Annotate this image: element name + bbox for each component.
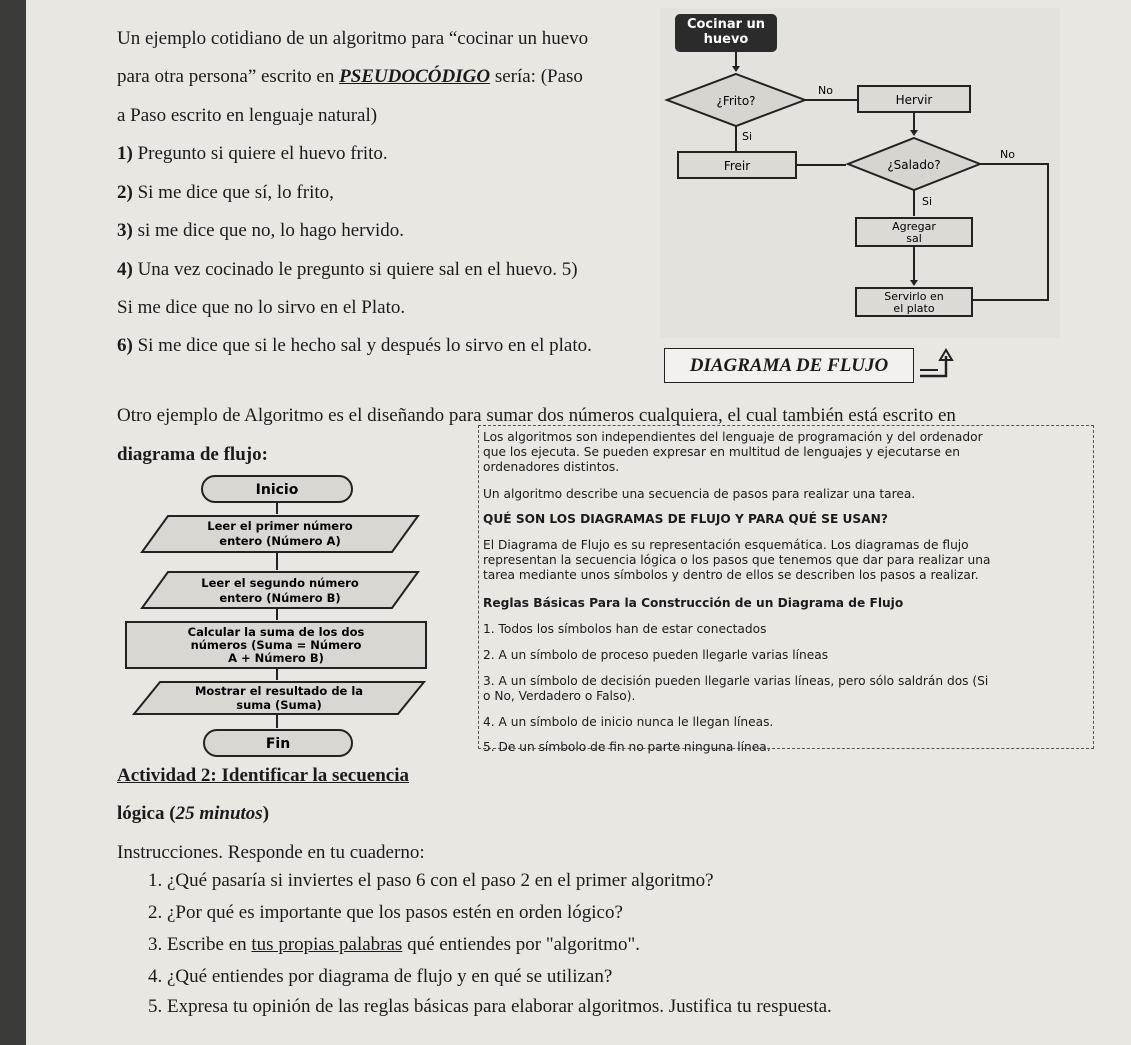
intro-line-2c: sería: (Paso (490, 66, 583, 87)
calculate-label-3: A + Número B) (228, 651, 324, 665)
sum-flowchart (118, 470, 458, 760)
read-b-label-1: Leer el segundo número (201, 576, 359, 590)
step-5: Si me dice que no lo sirvo en el Plato. (117, 297, 406, 318)
instructions: Instrucciones. Responde en tu cuaderno: (117, 842, 425, 863)
step-3: 3) si me dice que no, lo hago hervido. (117, 220, 405, 241)
box-heading-2: Reglas Básicas Para la Construcción de un Diagrama de Flujo (483, 596, 904, 610)
serve-label-1: Servirlo en (884, 290, 944, 303)
question-3 (148, 934, 640, 956)
title-line-2: huevo (703, 32, 749, 47)
step-6: 6) Si me dice que si le hecho sal y después lo sirvo en el plato. (117, 335, 592, 356)
box-p3-line-1: El Diagrama de Flujo es su representación esquemática. Los diagramas de flujo (483, 538, 969, 552)
intro-line-2 (117, 66, 583, 88)
flowchart-caption: DIAGRAMA DE FLUJO (664, 348, 914, 383)
activity-duration: 25 minutos (175, 803, 263, 824)
box-heading-1: QUÉ SON LOS DIAGRAMAS DE FLUJO Y PARA QUÉ SE USAN? (483, 512, 888, 526)
step-1: 1) Pregunto si quiere el huevo frito. (117, 143, 388, 164)
rule-1: 1. Todos los símbolos han de estar conectados (483, 622, 767, 636)
corner-arrow-icon (918, 348, 958, 382)
rule-5: 5. De un símbolo de fin no parte ninguna línea. (483, 740, 771, 754)
egg-flowchart (660, 8, 1060, 338)
step-4-text: Una vez cocinado le pregunto si quiere sal en el huevo. 5) (132, 259, 578, 280)
second-example-line-1: Otro ejemplo de Algoritmo es el diseñando para sumar dos números cualquiera, el cual también está escrito en (117, 405, 956, 426)
salted-decision-label: ¿Salado? (887, 158, 941, 172)
question-5: 5. Expresa tu opinión de las reglas básicas para elaborar algoritmos. Justifica tu respuesta. (148, 996, 832, 1017)
box-p2: Un algoritmo describe una secuencia de pasos para realizar una tarea. (483, 487, 916, 501)
question-3c: qué entiendes por "algoritmo". (402, 934, 640, 955)
question-1: 1. ¿Qué pasaría si inviertes el paso 6 con el paso 2 en el primer algoritmo? (148, 870, 714, 891)
boil-label: Hervir (895, 93, 933, 107)
rule-4: 4. A un símbolo de inicio nunca le llegan líneas. (483, 715, 774, 729)
add-salt-label-2: sal (906, 232, 922, 245)
box-p3-line-2: representan la secuencia lógica o los pasos que tenemos que dar para realizar una (483, 553, 991, 567)
step-1-text: Pregunto si quiere el huevo frito. (132, 143, 388, 164)
box-p1-line-2: que los ejecuta. Se pueden expresar en multitud de lenguajes y ejecutarse en (483, 445, 960, 459)
box-p3-line-3: tarea mediante unos símbolos y dentro de ellos se describen los pasos a realizar. (483, 568, 979, 582)
output-label-1: Mostrar el resultado de la (194, 684, 364, 698)
question-4: 4. ¿Qué entiendes por diagrama de flujo y en qué se utilizan? (148, 966, 613, 987)
page-edge-shadow (0, 0, 26, 1045)
intro-line-3: a Paso escrito en lenguaje natural) (117, 105, 378, 126)
step-4: 4) Una vez cocinado le pregunto si quiere sal en el huevo. 5) (117, 259, 578, 280)
calculate-label-1: Calcular la suma de los dos (187, 625, 365, 639)
no-label-1: No (818, 84, 833, 97)
calculate-label-2: números (Suma = Número (190, 638, 362, 652)
activity-title: Actividad 2: Identificar la secuencia (117, 765, 410, 786)
end-label: Fin (265, 736, 291, 752)
no-label-2: No (1000, 148, 1015, 161)
activity-subtitle-a: lógica ( (117, 803, 176, 824)
read-a-label-2: entero (Número A) (219, 534, 341, 548)
intro-line-2a: para otra persona” escrito en (117, 66, 340, 87)
activity-subtitle (117, 803, 269, 825)
question-2: 2. ¿Por qué es importante que los pasos estén en orden lógico? (148, 902, 623, 923)
read-b-label-2: entero (Número B) (219, 591, 341, 605)
activity-subtitle-c: ) (262, 803, 270, 824)
question-3-underlined: tus propias palabras (251, 934, 403, 955)
output-label-2: suma (Suma) (236, 698, 322, 712)
step-2-text: Si me dice que sí, lo frito, (132, 182, 334, 203)
yes-label-1: Si (742, 130, 753, 143)
question-3a: 3. Escribe en (148, 934, 252, 955)
serve-label-2: el plato (893, 302, 935, 315)
add-salt-label-1: Agregar (892, 220, 936, 233)
read-a-label-1: Leer el primer número (207, 519, 353, 533)
intro-line-1: Un ejemplo cotidiano de un algoritmo para “cocinar un huevo (117, 28, 589, 49)
rule-2: 2. A un símbolo de proceso pueden llegarle varias líneas (483, 648, 829, 662)
pseudocode-term: PSEUDOCÓDIGO (339, 66, 491, 87)
fried-decision-label: ¿Frito? (716, 94, 756, 108)
yes-label-2: Si (922, 195, 933, 208)
box-p1-line-3: ordenadores distintos. (483, 460, 620, 474)
step-6-text: Si me dice que si le hecho sal y después lo sirvo en el plato. (132, 335, 592, 356)
rule-3-line-1: 3. A un símbolo de decisión pueden llegarle varias líneas, pero sólo saldrán dos (Si (483, 674, 989, 688)
fry-label: Freir (723, 159, 751, 173)
second-example-line-2: diagrama de flujo: (117, 444, 268, 465)
step-2: 2) Si me dice que sí, lo frito, (117, 182, 334, 203)
rule-3-line-2: o No, Verdadero o Falso). (483, 689, 636, 703)
title-line-1: Cocinar un (686, 17, 766, 32)
box-p1-line-1: Los algoritmos son independientes del lenguaje de programación y del ordenador (483, 430, 983, 444)
step-3-text: si me dice que no, lo hago hervido. (132, 220, 405, 241)
start-label: Inicio (255, 482, 299, 498)
